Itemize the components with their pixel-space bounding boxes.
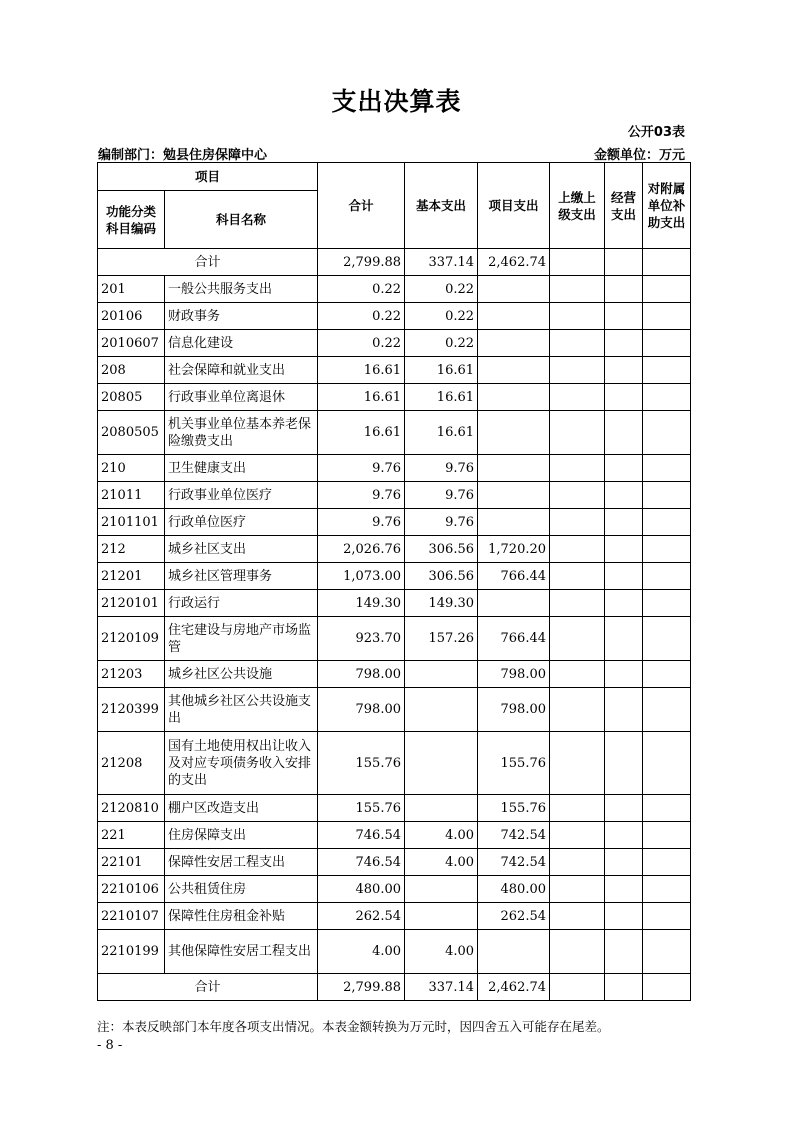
row-project: 766.44: [478, 617, 550, 661]
row-name: 住房保障支出: [165, 822, 318, 849]
row-code: 201: [98, 276, 165, 303]
total-label: 合计: [98, 249, 318, 276]
unit-label: 金额单位：万元: [593, 148, 685, 163]
page-title: 支出决算表: [331, 87, 462, 116]
total-subsidy: [643, 974, 691, 1001]
row-total: 9.76: [318, 509, 405, 536]
row-project: 766.44: [478, 563, 550, 590]
table-row: [98, 732, 691, 795]
row-basic: [405, 795, 478, 822]
row-total: 4.00: [318, 930, 405, 974]
row-upper: [550, 563, 605, 590]
row-business: [605, 455, 643, 482]
row-basic: [405, 876, 478, 903]
row-upper: [550, 357, 605, 384]
table-row: [98, 276, 691, 303]
header-business: 经营支出: [605, 163, 643, 249]
row-name: 棚户区改造支出: [165, 795, 318, 822]
total-project: 2,462.74: [478, 974, 550, 1001]
row-name: 行政运行: [165, 590, 318, 617]
row-name: 卫生健康支出: [165, 455, 318, 482]
row-business: [605, 688, 643, 732]
table-row: [98, 930, 691, 974]
row-project: [478, 357, 550, 384]
row-subsidy: [643, 330, 691, 357]
total-upper: [550, 249, 605, 276]
row-basic: 9.76: [405, 482, 478, 509]
row-code: 20805: [98, 384, 165, 411]
row-business: [605, 330, 643, 357]
row-subsidy: [643, 590, 691, 617]
row-code: 20106: [98, 303, 165, 330]
row-project: [478, 455, 550, 482]
row-project: [478, 482, 550, 509]
row-code: 210: [98, 455, 165, 482]
header-basic: 基本支出: [405, 163, 478, 249]
department-label: 编制部门：勉县住房保障中心: [98, 148, 268, 163]
row-basic: 16.61: [405, 411, 478, 455]
row-name: 保障性住房租金补贴: [165, 903, 318, 930]
row-basic: [405, 732, 478, 795]
row-subsidy: [643, 930, 691, 974]
row-total: 480.00: [318, 876, 405, 903]
page-number: - 8 -: [97, 1038, 123, 1053]
row-upper: [550, 849, 605, 876]
row-project: 262.54: [478, 903, 550, 930]
row-business: [605, 617, 643, 661]
row-basic: 0.22: [405, 276, 478, 303]
total-total: 2,799.88: [318, 249, 405, 276]
row-total: 262.54: [318, 903, 405, 930]
total-project: 2,462.74: [478, 249, 550, 276]
row-subsidy: [643, 849, 691, 876]
row-basic: 0.22: [405, 330, 478, 357]
row-basic: 306.56: [405, 536, 478, 563]
row-project: 798.00: [478, 688, 550, 732]
row-subsidy: [643, 482, 691, 509]
table-row: [98, 617, 691, 661]
row-total: 0.22: [318, 276, 405, 303]
total-row-bottom: [98, 974, 691, 1001]
row-project: [478, 930, 550, 974]
row-business: [605, 732, 643, 795]
row-business: [605, 276, 643, 303]
row-basic: [405, 903, 478, 930]
row-code: 2120810: [98, 795, 165, 822]
header-subsidy: 对附属单位补助支出: [643, 163, 691, 249]
row-name: 公共租赁住房: [165, 876, 318, 903]
row-upper: [550, 384, 605, 411]
row-code: 2080505: [98, 411, 165, 455]
row-name: 行政事业单位医疗: [165, 482, 318, 509]
row-upper: [550, 411, 605, 455]
table-row: [98, 357, 691, 384]
row-code: 21208: [98, 732, 165, 795]
row-total: 0.22: [318, 303, 405, 330]
row-total: 155.76: [318, 732, 405, 795]
row-basic: 0.22: [405, 303, 478, 330]
row-business: [605, 849, 643, 876]
total-business: [605, 249, 643, 276]
row-business: [605, 590, 643, 617]
row-business: [605, 411, 643, 455]
row-upper: [550, 795, 605, 822]
total-business: [605, 974, 643, 1001]
row-subsidy: [643, 822, 691, 849]
row-upper: [550, 688, 605, 732]
row-project: 742.54: [478, 849, 550, 876]
table-row: [98, 661, 691, 688]
row-total: 2,026.76: [318, 536, 405, 563]
row-code: 2101101: [98, 509, 165, 536]
table-row: [98, 482, 691, 509]
row-upper: [550, 661, 605, 688]
row-upper: [550, 455, 605, 482]
expenditure-table: [97, 162, 691, 1001]
row-upper: [550, 536, 605, 563]
row-code: 22101: [98, 849, 165, 876]
row-code: 221: [98, 822, 165, 849]
table-row: [98, 563, 691, 590]
row-code: 21011: [98, 482, 165, 509]
table-row: [98, 384, 691, 411]
row-upper: [550, 330, 605, 357]
row-name: 一般公共服务支出: [165, 276, 318, 303]
row-total: 746.54: [318, 849, 405, 876]
row-name: 城乡社区公共设施: [165, 661, 318, 688]
row-business: [605, 795, 643, 822]
row-code: 2210199: [98, 930, 165, 974]
row-business: [605, 822, 643, 849]
row-code: 2120399: [98, 688, 165, 732]
row-upper: [550, 617, 605, 661]
row-total: 798.00: [318, 688, 405, 732]
total-upper: [550, 974, 605, 1001]
row-upper: [550, 276, 605, 303]
row-business: [605, 661, 643, 688]
row-project: 155.76: [478, 795, 550, 822]
table-row: [98, 455, 691, 482]
table-row: [98, 536, 691, 563]
row-subsidy: [643, 509, 691, 536]
table-row: [98, 876, 691, 903]
row-name: 信息化建设: [165, 330, 318, 357]
row-business: [605, 930, 643, 974]
row-subsidy: [643, 795, 691, 822]
total-basic: 337.14: [405, 974, 478, 1001]
table-row: [98, 411, 691, 455]
table-row: [98, 849, 691, 876]
footnote: 注：本表反映部门本年度各项支出情况。本表金额转换为万元时，因四舍五入可能存在尾差。: [97, 1019, 610, 1034]
row-basic: 16.61: [405, 384, 478, 411]
row-upper: [550, 903, 605, 930]
row-project: 1,720.20: [478, 536, 550, 563]
row-upper: [550, 303, 605, 330]
row-code: 2120109: [98, 617, 165, 661]
row-total: 149.30: [318, 590, 405, 617]
row-subsidy: [643, 617, 691, 661]
row-business: [605, 482, 643, 509]
row-subsidy: [643, 455, 691, 482]
row-code: 21201: [98, 563, 165, 590]
row-project: 798.00: [478, 661, 550, 688]
row-basic: 4.00: [405, 822, 478, 849]
row-name: 保障性安居工程支出: [165, 849, 318, 876]
row-basic: 16.61: [405, 357, 478, 384]
header-name: 科目名称: [165, 191, 318, 249]
row-project: 480.00: [478, 876, 550, 903]
row-upper: [550, 482, 605, 509]
form-number: 公开03表: [627, 125, 685, 140]
row-project: [478, 276, 550, 303]
row-business: [605, 303, 643, 330]
row-upper: [550, 509, 605, 536]
header-project: 项目支出: [478, 163, 550, 249]
row-subsidy: [643, 688, 691, 732]
row-subsidy: [643, 661, 691, 688]
header-code: 功能分类科目编码: [98, 191, 165, 249]
row-code: 2120101: [98, 590, 165, 617]
row-total: 16.61: [318, 384, 405, 411]
row-project: [478, 303, 550, 330]
row-upper: [550, 822, 605, 849]
row-name: 城乡社区管理事务: [165, 563, 318, 590]
row-name: 住宅建设与房地产市场监管: [165, 617, 318, 661]
row-upper: [550, 732, 605, 795]
row-total: 9.76: [318, 455, 405, 482]
table-row: [98, 303, 691, 330]
row-code: 2010607: [98, 330, 165, 357]
table-row: [98, 330, 691, 357]
row-total: 798.00: [318, 661, 405, 688]
row-project: [478, 590, 550, 617]
row-total: 746.54: [318, 822, 405, 849]
total-subsidy: [643, 249, 691, 276]
row-business: [605, 876, 643, 903]
row-basic: 149.30: [405, 590, 478, 617]
row-basic: [405, 688, 478, 732]
row-project: [478, 384, 550, 411]
row-basic: 4.00: [405, 930, 478, 974]
row-total: 155.76: [318, 795, 405, 822]
row-subsidy: [643, 876, 691, 903]
row-basic: [405, 661, 478, 688]
row-basic: 306.56: [405, 563, 478, 590]
row-business: [605, 357, 643, 384]
row-name: 其他城乡社区公共设施支出: [165, 688, 318, 732]
row-basic: 9.76: [405, 455, 478, 482]
row-subsidy: [643, 903, 691, 930]
row-subsidy: [643, 357, 691, 384]
row-business: [605, 384, 643, 411]
row-code: 21203: [98, 661, 165, 688]
row-code: 212: [98, 536, 165, 563]
row-total: 1,073.00: [318, 563, 405, 590]
table-row: [98, 509, 691, 536]
row-subsidy: [643, 563, 691, 590]
row-subsidy: [643, 276, 691, 303]
table-row: [98, 795, 691, 822]
table-row: [98, 822, 691, 849]
row-name: 国有土地使用权出让收入及对应专项债务收入安排的支出: [165, 732, 318, 795]
row-name: 其他保障性安居工程支出: [165, 930, 318, 974]
row-upper: [550, 930, 605, 974]
row-upper: [550, 590, 605, 617]
row-subsidy: [643, 384, 691, 411]
row-name: 行政单位医疗: [165, 509, 318, 536]
total-row-top: [98, 249, 691, 276]
table-row: [98, 590, 691, 617]
row-code: 208: [98, 357, 165, 384]
row-total: 923.70: [318, 617, 405, 661]
row-project: [478, 411, 550, 455]
row-name: 城乡社区支出: [165, 536, 318, 563]
row-total: 16.61: [318, 411, 405, 455]
header-total: 合计: [318, 163, 405, 249]
row-code: 2210107: [98, 903, 165, 930]
row-name: 财政事务: [165, 303, 318, 330]
row-total: 0.22: [318, 330, 405, 357]
row-basic: 157.26: [405, 617, 478, 661]
row-subsidy: [643, 536, 691, 563]
row-basic: 4.00: [405, 849, 478, 876]
header-item: 项目: [98, 163, 318, 191]
row-name: 行政事业单位离退休: [165, 384, 318, 411]
row-business: [605, 536, 643, 563]
row-project: [478, 330, 550, 357]
total-label: 合计: [98, 974, 318, 1001]
row-business: [605, 903, 643, 930]
row-basic: 9.76: [405, 509, 478, 536]
row-name: 机关事业单位基本养老保险缴费支出: [165, 411, 318, 455]
row-subsidy: [643, 732, 691, 795]
row-total: 9.76: [318, 482, 405, 509]
row-name: 社会保障和就业支出: [165, 357, 318, 384]
row-code: 2210106: [98, 876, 165, 903]
row-total: 16.61: [318, 357, 405, 384]
row-upper: [550, 876, 605, 903]
total-total: 2,799.88: [318, 974, 405, 1001]
row-subsidy: [643, 303, 691, 330]
table-row: [98, 903, 691, 930]
row-business: [605, 509, 643, 536]
row-project: 742.54: [478, 822, 550, 849]
row-business: [605, 563, 643, 590]
row-subsidy: [643, 411, 691, 455]
table-row: [98, 688, 691, 732]
total-basic: 337.14: [405, 249, 478, 276]
row-project: [478, 509, 550, 536]
header-upper: 上缴上级支出: [550, 163, 605, 249]
row-project: 155.76: [478, 732, 550, 795]
